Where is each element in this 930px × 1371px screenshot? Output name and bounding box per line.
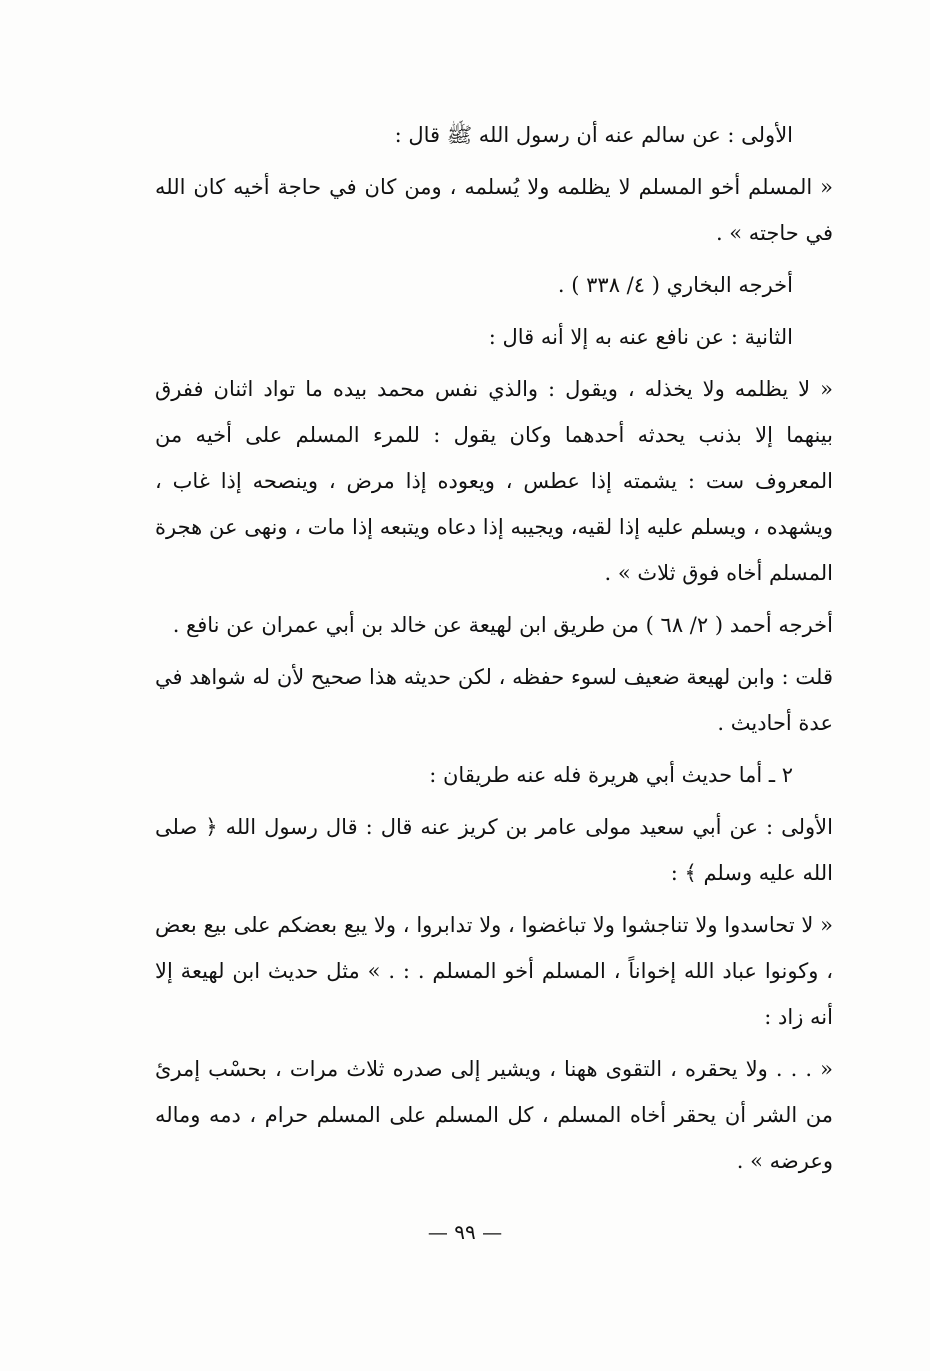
page-number: — ٩٩ — <box>427 1220 503 1244</box>
paragraph-first-route: الأولى : عن سالم عنه أن رسول الله ﷺ قال : <box>394 123 793 147</box>
hadith-quote-4: « . . . ولا يحقره ، التقوى ههنا ، ويشير إلى صدره ثلاث مرات ، بحسْب إمرئ من الشر أن يحقر أخاه المسلم ، كل المسلم على المسلم حرام ، دمه وماله وعرضه » . <box>155 1057 833 1173</box>
paragraph-second-route: الثانية : عن نافع عنه به إلا أنه قال : <box>488 325 793 349</box>
section-abu-hurayra: ٢ ـ أما حديث أبي هريرة فله عنه طريقان : <box>429 763 793 787</box>
page-body <box>155 112 833 1190</box>
source-bukhari: أخرجه البخاري ( ٤/ ٣٣٨ ) . <box>557 273 793 297</box>
author-comment: قلت : وابن لهيعة ضعيف لسوء حفظه ، لكن حديثه هذا صحيح لأن له شواهد في عدة أحاديث . <box>155 665 833 735</box>
hadith-quote-3: « لا تحاسدوا ولا تناجشوا ولا تباغضوا ، ولا تدابروا ، ولا يبع بعضكم على بيع بعض ، وكونوا عباد الله إخواناً ، المسلم أخو المسلم . : . » مثل حديث ابن لهيعة إلا أنه زاد : <box>155 913 833 1029</box>
hadith-quote-1: « المسلم أخو المسلم لا يظلمه ولا يُسلمه ، ومن كان في حاجة أخيه كان الله في حاجته » . <box>155 175 833 245</box>
hadith-quote-2: « لا يظلمه ولا يخذله ، ويقول : والذي نفس محمد بيده ما تواد اثنان ففرق بينهما إلا بذنب يحدثه أحدهما وكان يقول : للمرء المسلم على أخيه من المعروف ست : يشمته إذا عطس ، ويعوده إذا مرض ، وينصحه إذا غاب ، ويشهده ، ويسلم عليه إذا لقيه، ويجيبه إذا دعاه ويتبعه إذا مات ، ونهى عن هجرة المسلم أخاه فوق ثلاث » . <box>155 377 833 585</box>
paragraph-first-route-2: الأولى : عن أبي سعيد مولى عامر بن كريز عنه قال : قال رسول الله ﴿ صلى الله عليه وسلم ﴾ : <box>155 815 833 885</box>
source-ahmad: أخرجه أحمد ( ٢/ ٦٨ ) من طريق ابن لهيعة عن خالد بن أبي عمران عن نافع . <box>172 613 833 637</box>
